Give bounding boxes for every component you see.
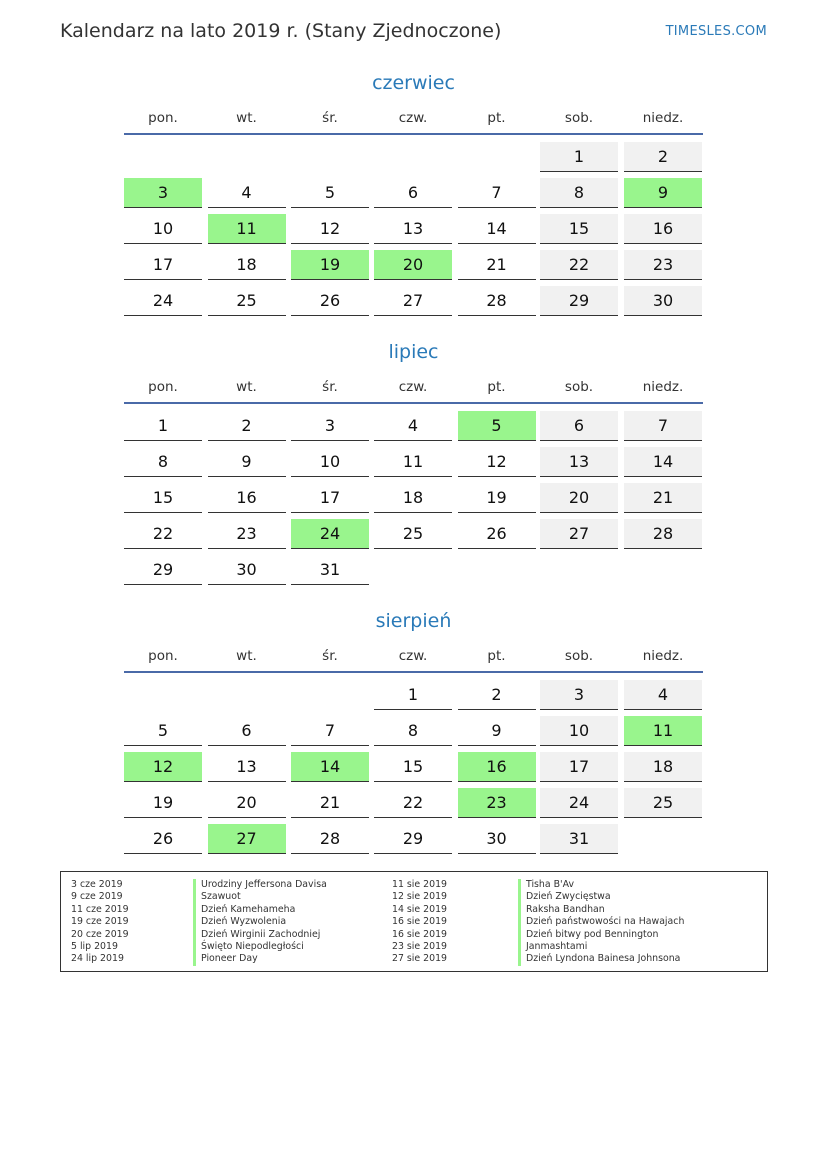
day-cell: 23 xyxy=(624,250,702,280)
weekday-label: pt. xyxy=(487,648,506,664)
legend-date: 5 lip 2019 xyxy=(71,941,118,952)
day-cell: 1 xyxy=(124,411,202,441)
day-cell: 29 xyxy=(540,286,618,316)
day-cell: 21 xyxy=(291,788,369,818)
day-cell: 7 xyxy=(624,411,702,441)
holiday-day-cell: 11 xyxy=(208,214,286,244)
day-cell: 31 xyxy=(540,824,618,854)
day-cell: 26 xyxy=(291,286,369,316)
weekday-label: czw. xyxy=(398,648,428,664)
day-cell: 22 xyxy=(374,788,452,818)
day-cell: 30 xyxy=(624,286,702,316)
day-cell: 14 xyxy=(624,447,702,477)
holiday-day-cell: 14 xyxy=(291,752,369,782)
day-cell: 31 xyxy=(291,555,369,585)
day-cell: 6 xyxy=(208,716,286,746)
month-name: sierpień xyxy=(375,610,452,632)
day-cell: 17 xyxy=(291,483,369,513)
day-cell: 4 xyxy=(624,680,702,710)
legend-date: 14 sie 2019 xyxy=(392,903,448,915)
day-cell: 17 xyxy=(124,250,202,280)
day-cell: 24 xyxy=(540,788,618,818)
day-cell: 24 xyxy=(124,286,202,316)
weekday-label: pt. xyxy=(487,110,506,126)
day-cell: 17 xyxy=(540,752,618,782)
day-cell: 9 xyxy=(208,447,286,477)
holiday-day-cell: 24 xyxy=(291,519,369,549)
day-cell: 1 xyxy=(540,142,618,172)
legend-date: 27 sie 2019 xyxy=(392,953,448,965)
day-cell: 6 xyxy=(540,411,618,441)
brand-link[interactable]: TIMESLES.COM xyxy=(665,24,767,39)
day-cell: 4 xyxy=(208,178,286,208)
weekday-header-row xyxy=(124,379,703,399)
holiday-day-cell: 5 xyxy=(458,411,536,441)
day-cell: 13 xyxy=(540,447,618,477)
day-cell: 15 xyxy=(540,214,618,244)
day-cell: 30 xyxy=(458,824,536,854)
day-cell: 13 xyxy=(208,752,286,782)
legend-holiday-name: Dzień Lyndona Bainesa Johnsona xyxy=(518,953,680,965)
legend-date: 19 cze 2019 xyxy=(71,916,129,928)
day-cell: 1 xyxy=(374,680,452,710)
weekday-label: wt. xyxy=(236,379,257,395)
day-cell: 25 xyxy=(374,519,452,549)
weekday-label: śr. xyxy=(322,110,338,126)
weekday-label: niedz. xyxy=(642,379,684,395)
legend-holiday-name: Dzień bitwy pod Bennington xyxy=(518,929,658,941)
weekday-label: pon. xyxy=(148,648,178,664)
legend-date: 12 sie 2019 xyxy=(392,891,448,903)
day-cell: 28 xyxy=(458,286,536,316)
day-cell: 5 xyxy=(291,178,369,208)
day-cell: 11 xyxy=(374,447,452,477)
weekday-label: wt. xyxy=(236,648,257,664)
day-cell: 14 xyxy=(458,214,536,244)
legend-holiday-name: Janmashtami xyxy=(518,941,587,953)
day-cell: 4 xyxy=(374,411,452,441)
weekday-label: pon. xyxy=(148,110,178,126)
weekday-label: czw. xyxy=(398,110,428,126)
day-cell: 12 xyxy=(458,447,536,477)
legend-date: 16 sie 2019 xyxy=(392,916,448,928)
header-divider xyxy=(124,133,703,135)
legend-date: 9 cze 2019 xyxy=(71,891,123,903)
holiday-day-cell: 16 xyxy=(458,752,536,782)
legend-holiday-name: Szawuot xyxy=(193,891,241,903)
day-cell: 23 xyxy=(208,519,286,549)
legend-holiday-name: Urodziny Jeffersona Davisa xyxy=(193,879,327,891)
day-cell: 2 xyxy=(458,680,536,710)
legend-date: 16 sie 2019 xyxy=(392,928,448,940)
day-cell: 30 xyxy=(208,555,286,585)
day-cell: 2 xyxy=(624,142,702,172)
day-cell: 15 xyxy=(374,752,452,782)
holiday-legend xyxy=(60,871,768,972)
weekday-label: sob. xyxy=(564,379,594,395)
weekday-label: sob. xyxy=(564,110,594,126)
day-cell: 8 xyxy=(124,447,202,477)
weekday-label: niedz. xyxy=(642,110,684,126)
day-cell: 7 xyxy=(458,178,536,208)
weekday-header-row xyxy=(124,648,703,668)
day-cell: 20 xyxy=(208,788,286,818)
day-cell: 6 xyxy=(374,178,452,208)
legend-holiday-name: Raksha Bandhan xyxy=(518,904,605,916)
holiday-day-cell: 20 xyxy=(374,250,452,280)
weekday-label: śr. xyxy=(322,648,338,664)
legend-date: 24 lip 2019 xyxy=(71,953,124,965)
day-cell: 29 xyxy=(374,824,452,854)
weekday-label: śr. xyxy=(322,379,338,395)
holiday-day-cell: 19 xyxy=(291,250,369,280)
day-cell: 10 xyxy=(540,716,618,746)
weekday-label: czw. xyxy=(398,379,428,395)
legend-date: 3 cze 2019 xyxy=(71,879,123,890)
day-cell: 10 xyxy=(291,447,369,477)
header-divider xyxy=(124,402,703,404)
holiday-day-cell: 23 xyxy=(458,788,536,818)
day-cell: 12 xyxy=(291,214,369,244)
legend-date: 23 sie 2019 xyxy=(392,941,448,952)
page-title: Kalendarz na lato 2019 r. (Stany Zjednoczone) xyxy=(60,20,502,42)
day-cell: 27 xyxy=(540,519,618,549)
day-cell: 19 xyxy=(458,483,536,513)
legend-holiday-name: Pioneer Day xyxy=(193,953,258,965)
day-cell: 29 xyxy=(124,555,202,585)
day-cell: 15 xyxy=(124,483,202,513)
holiday-day-cell: 3 xyxy=(124,178,202,208)
day-cell: 8 xyxy=(374,716,452,746)
month-name: czerwiec xyxy=(372,72,455,94)
day-cell: 21 xyxy=(458,250,536,280)
holiday-day-cell: 27 xyxy=(208,824,286,854)
day-cell: 28 xyxy=(291,824,369,854)
weekday-label: pt. xyxy=(487,379,506,395)
day-cell: 5 xyxy=(124,716,202,746)
day-cell: 16 xyxy=(208,483,286,513)
legend-holiday-name: Dzień państwowości na Hawajach xyxy=(518,916,684,928)
weekday-label: niedz. xyxy=(642,648,684,664)
weekday-header-row xyxy=(124,110,703,130)
day-cell: 18 xyxy=(374,483,452,513)
day-cell: 26 xyxy=(458,519,536,549)
holiday-day-cell: 9 xyxy=(624,178,702,208)
day-cell: 8 xyxy=(540,178,618,208)
legend-holiday-name: Święto Niepodległości xyxy=(193,941,304,953)
legend-holiday-name: Dzień Zwycięstwa xyxy=(518,891,611,903)
day-cell: 7 xyxy=(291,716,369,746)
day-cell: 18 xyxy=(208,250,286,280)
day-cell: 3 xyxy=(540,680,618,710)
day-cell: 28 xyxy=(624,519,702,549)
legend-holiday-name: Tisha B'Av xyxy=(518,879,574,891)
legend-date: 11 cze 2019 xyxy=(71,903,129,915)
holiday-day-cell: 11 xyxy=(624,716,702,746)
day-cell: 18 xyxy=(624,752,702,782)
day-cell: 20 xyxy=(540,483,618,513)
header-divider xyxy=(124,671,703,673)
weekday-label: wt. xyxy=(236,110,257,126)
day-cell: 13 xyxy=(374,214,452,244)
legend-holiday-name: Dzień Kamehameha xyxy=(193,904,295,916)
weekday-label: pon. xyxy=(148,379,178,395)
day-cell: 16 xyxy=(624,214,702,244)
day-cell: 25 xyxy=(624,788,702,818)
legend-date: 11 sie 2019 xyxy=(392,879,448,890)
day-cell: 25 xyxy=(208,286,286,316)
month-name: lipiec xyxy=(388,341,439,363)
day-cell: 19 xyxy=(124,788,202,818)
holiday-day-cell: 12 xyxy=(124,752,202,782)
day-cell: 2 xyxy=(208,411,286,441)
day-cell: 22 xyxy=(540,250,618,280)
day-cell: 26 xyxy=(124,824,202,854)
day-cell: 10 xyxy=(124,214,202,244)
day-cell: 3 xyxy=(291,411,369,441)
day-cell: 21 xyxy=(624,483,702,513)
day-cell: 27 xyxy=(374,286,452,316)
legend-holiday-name: Dzień Wyzwolenia xyxy=(193,916,286,928)
weekday-label: sob. xyxy=(564,648,594,664)
day-cell: 9 xyxy=(458,716,536,746)
legend-holiday-name: Dzień Wirginii Zachodniej xyxy=(193,929,320,941)
legend-date: 20 cze 2019 xyxy=(71,928,129,940)
day-cell: 22 xyxy=(124,519,202,549)
